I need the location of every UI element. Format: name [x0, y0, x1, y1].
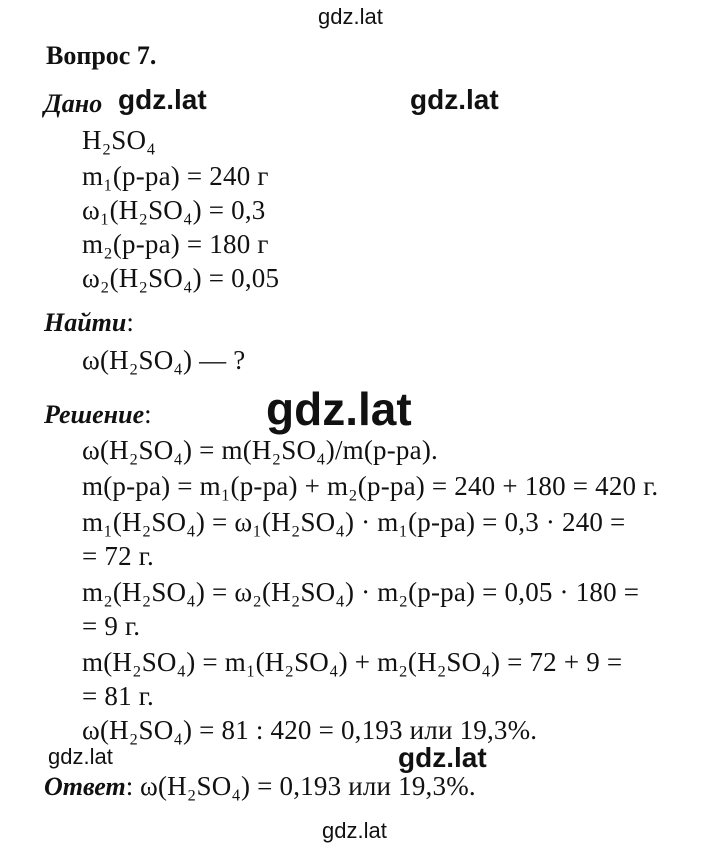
solution-heading: Решение [44, 400, 145, 429]
given-line: ω₁(H₂SO₄) = 0,3 [82, 195, 266, 225]
solution-colon: : [144, 399, 152, 429]
find-colon: : [126, 307, 134, 337]
given-heading: Дано [44, 89, 103, 118]
given-line: m₂(р-ра) = 180 г [82, 229, 269, 259]
find-heading: Найти [44, 308, 127, 337]
solution-line: m₂(H₂SO₄) = ω₂(H₂SO₄) · m₂(р-ра) = 0,05 · 180 = [82, 577, 640, 607]
answer-wrap [44, 770, 476, 803]
solution-line: m(H₂SO₄) = m₁(H₂SO₄) + m₂(H₂SO₄) = 72 + 9 = [82, 647, 623, 677]
find-heading-wrap [44, 306, 134, 339]
given-line: H₂SO₄ [82, 125, 156, 155]
watermark-bottom-left: gdz.lat [48, 744, 113, 769]
solution-line: = 81 г. [82, 681, 154, 711]
solution-line: ω(H₂SO₄) = 81 : 420 = 0,193 или 19,3%. [82, 715, 538, 745]
watermark-bottom-right: gdz.lat [398, 742, 487, 773]
solution-line: ω(H₂SO₄) = m(H₂SO₄)/m(р-ра). [82, 435, 438, 465]
given-line: m₁(р-ра) = 240 г [82, 161, 269, 191]
watermark-top: gdz.lat [318, 4, 383, 29]
question-title: Вопрос 7. [46, 41, 157, 70]
solution-line: = 72 г. [82, 541, 154, 571]
answer-text: ω(H₂SO₄) = 0,193 или 19,3%. [140, 771, 476, 801]
find-line: ω(H₂SO₄) — ? [82, 345, 246, 375]
given-line: ω₂(H₂SO₄) = 0,05 [82, 263, 280, 293]
answer-colon: : [125, 771, 140, 801]
answer-heading: Ответ [44, 772, 126, 801]
solution-line: = 9 г. [82, 611, 141, 641]
watermark-given-2: gdz.lat [410, 84, 499, 115]
solution-line: m(р-ра) = m₁(р-ра) + m₂(р-ра) = 240 + 180 = 420 г. [82, 471, 659, 501]
watermark-footer: gdz.lat [322, 818, 387, 843]
watermark-given-1: gdz.lat [118, 84, 207, 115]
solution-heading-wrap [44, 398, 152, 431]
solution-line: m₁(H₂SO₄) = ω₁(H₂SO₄) · m₁(р-ра) = 0,3 · 240 = [82, 507, 626, 537]
watermark-center: gdz.lat [266, 383, 412, 435]
